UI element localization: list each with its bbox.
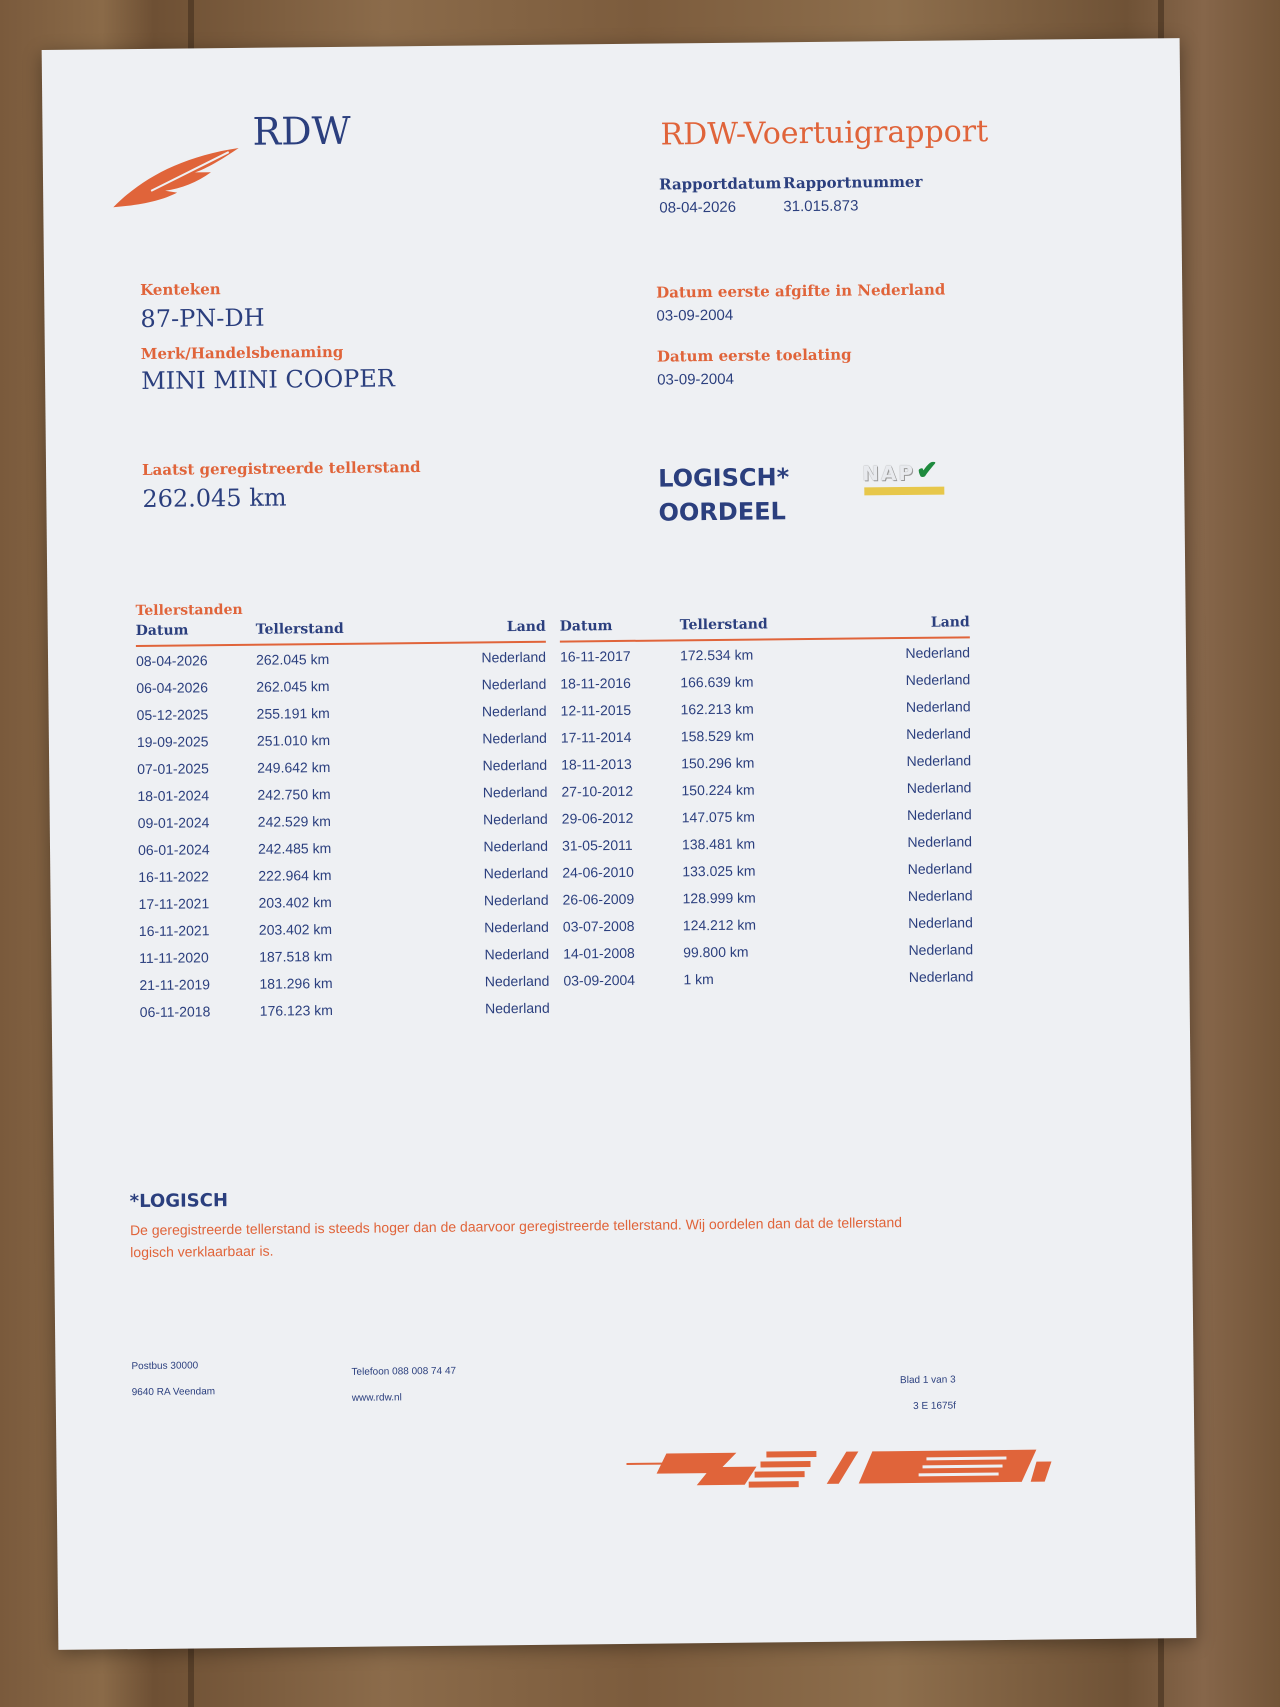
reading-km: 181.296 km xyxy=(259,975,333,992)
plate-label: Kenteken xyxy=(140,280,221,299)
table-row xyxy=(139,913,549,944)
table-row xyxy=(562,827,972,858)
footer-web: www.rdw.nl xyxy=(351,1392,402,1404)
report-date-label: Rapportdatum xyxy=(659,174,782,194)
reading-country: Nederland xyxy=(908,941,974,958)
table-row xyxy=(561,773,971,804)
col-country: Land xyxy=(506,618,546,636)
license-plate: 87-PN-DH xyxy=(140,303,265,333)
reading-km: 166.639 km xyxy=(680,673,754,691)
reading-date: 19-09-2025 xyxy=(136,733,209,751)
table-row xyxy=(138,805,548,836)
report-title: RDW-Voertuigrapport xyxy=(660,114,989,153)
footer-postbus: Postbus 30000 xyxy=(131,1360,199,1373)
brand-name: RDW xyxy=(252,108,351,154)
reading-country: Nederland xyxy=(906,725,971,742)
reading-date: 06-01-2024 xyxy=(137,841,210,859)
reading-date: 29-06-2012 xyxy=(561,809,634,827)
table-row xyxy=(139,967,549,998)
reading-country: Nederland xyxy=(481,702,547,720)
reading-date: 03-07-2008 xyxy=(562,917,635,935)
reading-date: 03-09-2004 xyxy=(563,971,636,989)
footer-address xyxy=(131,1358,215,1401)
table-row xyxy=(136,670,546,701)
reading-date: 18-11-2013 xyxy=(561,755,632,773)
readings-table-right xyxy=(560,614,974,993)
table-row xyxy=(560,692,970,723)
reading-date: 24-06-2010 xyxy=(562,863,635,881)
table-row xyxy=(138,832,548,863)
col-date: Datum xyxy=(559,618,613,635)
reading-date: 07-01-2025 xyxy=(137,760,209,778)
reading-km: 150.296 km xyxy=(681,754,755,772)
reading-country: Nederland xyxy=(483,891,549,909)
readings-title: Tellerstanden xyxy=(135,601,243,620)
report-number-label: Rapportnummer xyxy=(782,172,923,193)
reading-km: 138.481 km xyxy=(681,835,756,853)
reading-country: Nederland xyxy=(483,864,549,882)
footer-contact xyxy=(351,1364,456,1407)
table-row xyxy=(560,638,970,669)
verdict-line-2: OORDEEL xyxy=(658,497,786,527)
readings-table-left xyxy=(136,619,550,1025)
rdw-vehicle-report-page xyxy=(42,38,1197,1650)
report-date: 08-04-2026 xyxy=(659,198,737,217)
table-row xyxy=(139,940,549,971)
reading-km: 150.224 km xyxy=(681,781,755,799)
odometer-label: Laatst geregistreerde tellerstand xyxy=(141,458,421,479)
reading-country: Nederland xyxy=(483,810,548,828)
reading-date: 12-11-2015 xyxy=(560,701,632,719)
reading-country: Nederland xyxy=(907,887,973,904)
reading-km: 242.529 km xyxy=(257,813,331,830)
table-row xyxy=(563,962,973,993)
reading-date: 08-04-2026 xyxy=(135,652,208,670)
table-row xyxy=(563,908,973,939)
nap-badge-icon xyxy=(856,454,944,498)
reading-km: 187.518 km xyxy=(259,948,333,965)
table-row xyxy=(140,994,550,1025)
reading-date: 09-01-2024 xyxy=(137,814,210,832)
reading-country: Nederland xyxy=(483,837,549,855)
footnote-text: De geregistreerde tellerstand is steeds hoger dan de daarvoor geregistreerde tellerstand. Wij oordelen dan dat de tellerstand logisch verklaarbaar is. xyxy=(129,1214,903,1261)
reading-country: Nederland xyxy=(485,999,550,1017)
reading-country: Nederland xyxy=(905,644,971,661)
rdw-feather-logo-icon xyxy=(111,138,242,209)
table-row xyxy=(137,778,547,809)
table-row xyxy=(561,746,971,777)
footnote-title: *LOGISCH xyxy=(129,1190,229,1213)
col-km: Tellerstand xyxy=(255,620,344,638)
table-row xyxy=(561,719,971,750)
reading-date: 17-11-2021 xyxy=(138,895,210,913)
reading-date: 14-01-2008 xyxy=(563,944,635,962)
reading-country: Nederland xyxy=(481,675,547,693)
vehicle-make: MINI MINI COOPER xyxy=(140,364,396,395)
reading-km: 99.800 km xyxy=(683,943,749,961)
reading-km: 249.642 km xyxy=(257,759,331,776)
table-row xyxy=(562,854,972,885)
reading-km: 128.999 km xyxy=(682,889,756,907)
reading-date: 05-12-2025 xyxy=(136,706,209,724)
reading-country: Nederland xyxy=(905,671,971,688)
reading-country: Nederland xyxy=(906,752,972,769)
reading-km: 242.750 km xyxy=(257,786,331,803)
col-country: Land xyxy=(930,614,970,631)
nap-letters: NAP xyxy=(862,460,916,486)
table-row xyxy=(562,800,972,831)
reading-country: Nederland xyxy=(484,918,549,936)
table-row xyxy=(560,665,970,696)
make-label: Merk/Handelsbenaming xyxy=(140,342,344,363)
reading-country: Nederland xyxy=(482,729,547,747)
col-km: Tellerstand xyxy=(679,616,768,634)
rdw-stripes-logo-icon xyxy=(626,1441,1057,1496)
reading-km: 203.402 km xyxy=(258,894,332,911)
reading-km: 203.402 km xyxy=(258,921,333,938)
reading-country: Nederland xyxy=(484,945,550,963)
reading-country: Nederland xyxy=(484,972,550,990)
reading-km: 222.964 km xyxy=(258,867,332,884)
footer-code: 3 E 1675f xyxy=(913,1400,956,1412)
reading-km: 251.010 km xyxy=(256,732,331,749)
reading-country: Nederland xyxy=(905,698,971,715)
reading-country: Nederland xyxy=(482,783,548,801)
reading-country: Nederland xyxy=(908,968,974,985)
reading-date: 06-04-2026 xyxy=(136,679,209,697)
reading-date: 16-11-2017 xyxy=(559,647,631,665)
last-odometer: 262.045 km xyxy=(142,483,287,513)
report-number: 31.015.873 xyxy=(783,197,859,216)
table-row xyxy=(136,697,546,728)
reading-date: 17-11-2014 xyxy=(560,728,632,746)
col-date: Datum xyxy=(135,622,189,640)
footer-city: 9640 RA Veendam xyxy=(131,1386,216,1399)
first-issue-nl: 03-09-2004 xyxy=(656,306,734,325)
reading-km: 1 km xyxy=(683,971,714,988)
reading-date: 16-11-2022 xyxy=(138,868,209,886)
reading-country: Nederland xyxy=(906,779,972,796)
checkmark-icon: ✔ xyxy=(915,454,939,485)
reading-km: 172.534 km xyxy=(679,646,754,664)
table-row xyxy=(562,881,972,912)
reading-km: 242.485 km xyxy=(257,840,332,857)
reading-km: 162.213 km xyxy=(680,700,754,718)
first-admission: 03-09-2004 xyxy=(657,370,734,389)
reading-country: Nederland xyxy=(907,806,972,823)
reading-km: 133.025 km xyxy=(682,862,756,880)
reading-km: 124.212 km xyxy=(682,916,757,934)
reading-date: 11-11-2020 xyxy=(139,949,209,967)
reading-country: Nederland xyxy=(908,914,973,931)
footer-page: Blad 1 van 3 xyxy=(899,1374,956,1387)
first-admission-label: Datum eerste toelating xyxy=(656,345,852,366)
table-row xyxy=(563,935,973,966)
reading-date: 21-11-2019 xyxy=(139,976,211,994)
reading-date: 18-11-2016 xyxy=(560,674,631,692)
table-row xyxy=(138,859,548,890)
reading-km: 147.075 km xyxy=(681,808,755,826)
reading-date: 27-10-2012 xyxy=(561,782,634,800)
footer-phone: Telefoon 088 008 74 47 xyxy=(351,1365,457,1378)
reading-country: Nederland xyxy=(907,833,973,850)
reading-date: 06-11-2018 xyxy=(139,1003,211,1021)
reading-km: 262.045 km xyxy=(256,678,330,695)
table-row xyxy=(137,751,547,782)
reading-km: 255.191 km xyxy=(256,705,330,722)
reading-km: 158.529 km xyxy=(680,727,755,745)
table-row xyxy=(136,643,546,674)
reading-date: 18-01-2024 xyxy=(137,787,210,805)
reading-km: 176.123 km xyxy=(259,1002,333,1019)
reading-date: 16-11-2021 xyxy=(138,922,210,940)
table-row xyxy=(138,886,548,917)
verdict xyxy=(658,460,790,529)
reading-date: 26-06-2009 xyxy=(562,890,635,908)
reading-date: 31-05-2011 xyxy=(561,836,633,854)
reading-country: Nederland xyxy=(907,860,973,877)
reading-country: Nederland xyxy=(482,756,548,774)
reading-km: 262.045 km xyxy=(255,651,330,668)
table-row xyxy=(137,724,547,755)
reading-country: Nederland xyxy=(481,648,547,666)
footer-page-info xyxy=(836,1373,956,1416)
verdict-line-1: LOGISCH* xyxy=(658,463,790,493)
first-issue-nl-label: Datum eerste afgifte in Nederland xyxy=(656,280,946,302)
